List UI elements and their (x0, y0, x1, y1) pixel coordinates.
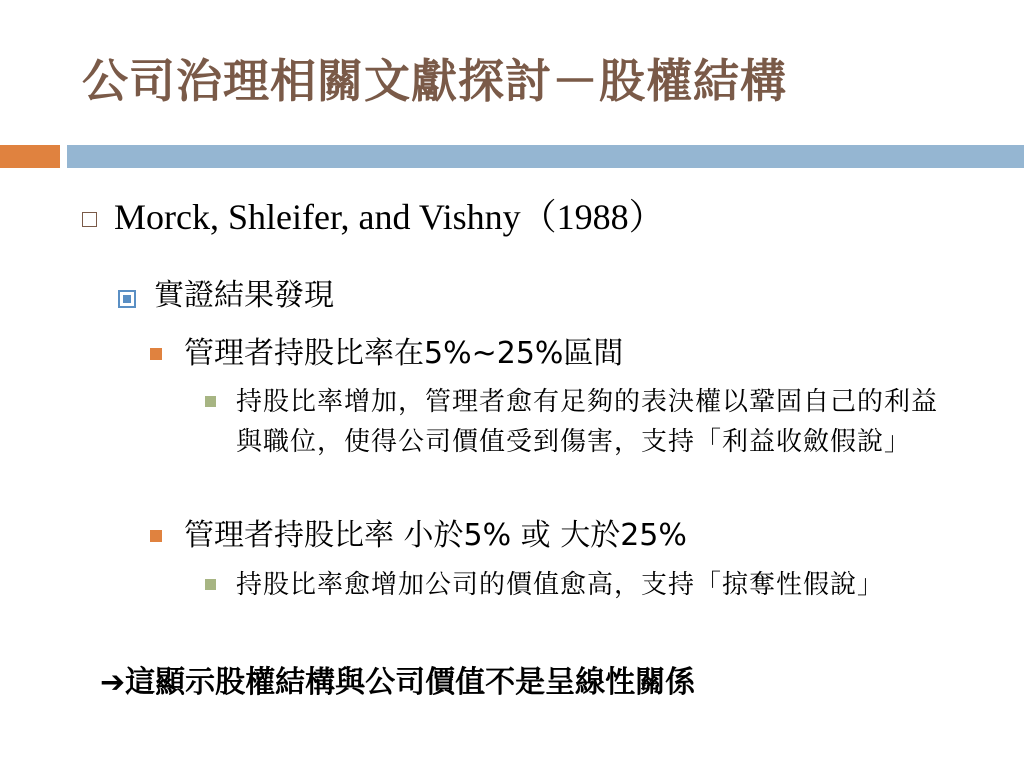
case1-heading-text: 管理者持股比率在5%~25%區間 (184, 336, 624, 371)
case2-detail-text: 持股比率愈增加公司的價值愈高，支持「掠奪性假說」 (236, 570, 885, 600)
bullet-finding-heading (118, 274, 334, 318)
orange-square-bullet-icon (150, 348, 162, 360)
slide-title: 公司治理相關文獻探討－股權結構 (82, 54, 787, 108)
bullet-case1-heading (150, 332, 623, 376)
bullet-case1-detail (205, 382, 956, 462)
conclusion-line (100, 660, 695, 706)
bullet-case2-heading (150, 514, 687, 558)
case1-detail-text: 持股比率增加，管理者愈有足夠的表決權以鞏固自己的利益與職位，使得公司價值受到傷害，支持「利益收斂假說」 (236, 387, 939, 457)
green-square-bullet-icon (205, 579, 216, 590)
accent-bar-blue (67, 145, 1024, 168)
green-square-bullet-icon (205, 396, 216, 407)
conclusion-text: 這顯示股權結構與公司價值不是呈線性關係 (125, 665, 696, 700)
boxed-square-bullet-icon (118, 290, 136, 308)
orange-square-bullet-icon (150, 530, 162, 542)
arrow-right-icon: ➔ (100, 665, 126, 700)
hollow-square-bullet-icon (82, 212, 97, 227)
case2-heading-text: 管理者持股比率 小於5% 或 大於25% (184, 518, 687, 553)
finding-heading-text: 實證結果發現 (154, 278, 334, 313)
bullet-reference (82, 192, 665, 242)
bullet-case2-detail (205, 565, 956, 605)
reference-text: Morck, Shleifer, and Vishny（1988） (114, 197, 665, 237)
accent-bar-orange (0, 145, 60, 168)
